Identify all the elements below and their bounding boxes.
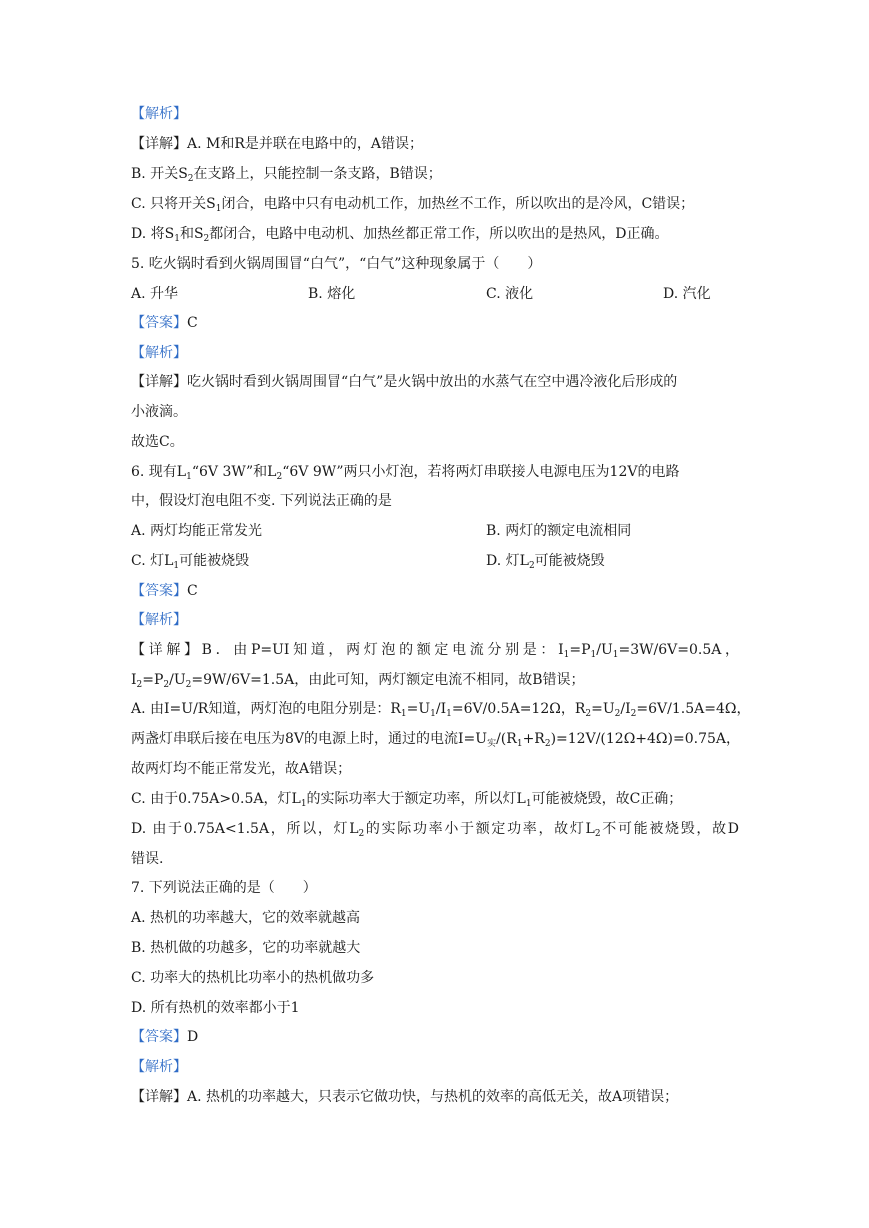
- detail-tag: 【详解】: [131, 1089, 187, 1105]
- text-run: /I: [620, 701, 631, 717]
- subscript: 1: [215, 204, 222, 214]
- line-line_j: [131, 699, 751, 719]
- subscript: 2: [136, 680, 143, 690]
- subscript: 1: [590, 650, 597, 660]
- text-run: B．由P=UI知道，两灯泡的额定电流分别是：I: [201, 642, 564, 658]
- text-run: 在支路上，只能控制一条支路，B错误；: [193, 166, 442, 182]
- text-run: /I: [435, 701, 447, 717]
- subscript: 1: [612, 650, 619, 660]
- text-run: “6V 9W”两只小灯泡，若将两灯串联接人电源电压为12V的电路: [282, 464, 680, 480]
- subscript: 1: [400, 709, 407, 719]
- line-answer: [131, 313, 739, 333]
- subscript: 1: [174, 234, 180, 244]
- subscript: 2: [358, 829, 365, 839]
- answer-value: C: [187, 315, 198, 331]
- line-label: [131, 1057, 739, 1077]
- text-run: 可能被烧毁，故C正确；: [531, 791, 683, 807]
- text-line: C. 功率大的热机比功率小的热机做功多: [131, 970, 375, 986]
- subscript: 2: [187, 174, 194, 184]
- text-run: )=12V/(12Ω+4Ω)=0.75A，: [550, 731, 741, 747]
- section-label: 【解析】: [131, 106, 187, 122]
- text-run: +R: [522, 731, 545, 747]
- line-label: [131, 104, 739, 124]
- line-plain: [131, 938, 739, 958]
- subscript: 实: [487, 739, 497, 749]
- text-run: =6V/0.5A=12Ω，R: [451, 701, 586, 717]
- text-run: =U: [591, 701, 615, 717]
- text-run: =9W/6V=1.5A，由此可知，两灯额定电流不相同，故B错误；: [191, 672, 585, 688]
- line-label: [131, 343, 739, 363]
- option-right: [486, 521, 631, 541]
- subscript: 2: [185, 680, 192, 690]
- line-options2: [131, 551, 739, 571]
- text-line: A. 热机的功率越大，它的效率就越高: [131, 910, 361, 926]
- detail-tag: 【详解】: [131, 136, 187, 152]
- line-plain: [131, 968, 739, 988]
- subscript: 1: [173, 561, 180, 571]
- line-plain: [131, 759, 739, 779]
- subscript: 2: [163, 680, 170, 690]
- subscript: 2: [203, 234, 210, 244]
- text-run: 都闭合，电路中电动机、加热丝都正常工作，所以吹出的是热风，D正确。: [209, 226, 669, 242]
- line-plain: [131, 491, 739, 511]
- text-line: 小液滴。: [131, 404, 187, 420]
- question-stem: 5. 吃火锅时看到火锅周围冒“白气”，“白气”这种现象属于（ ）: [131, 256, 542, 272]
- subscript: 1: [186, 472, 192, 482]
- line-line: [131, 164, 739, 184]
- line-question: [131, 878, 739, 898]
- line-label: [131, 610, 739, 630]
- text-run: =U: [406, 701, 431, 717]
- subscript: 2: [614, 709, 621, 719]
- subscript: 1: [300, 799, 307, 809]
- line-line_j: [131, 819, 739, 839]
- subscript: 1: [446, 709, 452, 719]
- line-answer: [131, 1027, 739, 1047]
- detail-text: A. M和R是并联在电路中的，A错误；: [187, 136, 423, 152]
- text-line: D. 所有热机的效率都小于1: [131, 1000, 300, 1016]
- section-label: 【解析】: [131, 1059, 187, 1075]
- answer-value: D: [187, 1029, 199, 1045]
- subscript: 1: [516, 739, 523, 749]
- subscript: 2: [630, 709, 637, 719]
- text-run: 闭合，电路中只有电动机工作，加热丝不工作，所以吹出的是冷风，C错误；: [221, 196, 695, 212]
- line-plain: [131, 402, 739, 422]
- answer-tag: 【答案】: [131, 583, 187, 599]
- line-detail_j: [131, 640, 739, 660]
- text-run: C. 只将开关S: [131, 196, 216, 212]
- answer-tag: 【答案】: [131, 1029, 187, 1045]
- text-run: 两盏灯串联后接在电压为8V的电源上时，通过的电流I=U: [131, 731, 488, 747]
- text-run: =P: [569, 642, 591, 658]
- line-line_j: [131, 729, 739, 749]
- text-run: /U: [169, 672, 186, 688]
- detail-tag: 【详解】: [131, 642, 202, 658]
- text-run: C. 由于0.75A>0.5A，灯L: [131, 791, 301, 807]
- subscript: 2: [276, 472, 283, 482]
- option-b: B. 熔化: [308, 286, 356, 302]
- text-run: 的实际功率小于额定功率，故灯L: [364, 821, 595, 837]
- text-run: =P: [142, 672, 164, 688]
- text-run: 6. 现有L: [131, 464, 187, 480]
- line-detail: [131, 1087, 739, 1107]
- option-a: A. 升华: [131, 286, 179, 302]
- text-run: B. 开关S: [131, 166, 188, 182]
- text-run: /U: [596, 642, 613, 658]
- subscript: 2: [544, 739, 551, 749]
- text-run: A. 两灯均能正常发光: [131, 523, 263, 539]
- text-line: 中，假设灯泡电阻不变. 下列说法正确的是: [131, 493, 392, 509]
- line-line: [131, 462, 739, 482]
- detail-tag: 【详解】: [131, 374, 187, 390]
- line-options4: [131, 284, 739, 304]
- line-question: [131, 254, 739, 274]
- answer-value: C: [187, 583, 198, 599]
- line-plain: [131, 849, 739, 869]
- text-line: 故两灯均不能正常发光，故A错误；: [131, 761, 352, 777]
- section-label: 【解析】: [131, 612, 187, 628]
- section-label: 【解析】: [131, 345, 187, 361]
- line-plain: [131, 432, 739, 452]
- text-run: 和S: [179, 226, 204, 242]
- text-run: A. 由I=U/R知道，两灯泡的电阻分别是：R: [131, 701, 401, 717]
- line-line: [131, 194, 739, 214]
- option-left: [131, 551, 249, 571]
- text-run: D. 灯L: [486, 553, 529, 569]
- text-run: =3W/6V=0.5A，: [618, 642, 740, 658]
- text-run: 可能被烧毁: [534, 553, 605, 569]
- detail-text: 吃火锅时看到火锅周围冒“白气”是火锅中放出的水蒸气在空中遇冷液化后形成的: [187, 374, 678, 390]
- text-run: I: [131, 672, 137, 688]
- option-c: C. 液化: [486, 286, 534, 302]
- text-run: /(R: [496, 731, 517, 747]
- text-line: 故选C。: [131, 434, 184, 450]
- line-plain: [131, 908, 739, 928]
- subscript: 2: [594, 829, 601, 839]
- detail-text: A. 热机的功率越大，只表示它做功快，与热机的效率的高低无关，故A项错误；: [187, 1089, 679, 1105]
- text-run: 的实际功率大于额定功率，所以灯L: [306, 791, 526, 807]
- text-run: 不可能被烧毁，故D: [600, 821, 739, 837]
- text-run: B. 两灯的额定电流相同: [486, 523, 632, 539]
- text-line: 错误.: [131, 851, 164, 867]
- subscript: 2: [585, 709, 592, 719]
- text-line: B. 热机做的功越多，它的功率就越大: [131, 940, 361, 956]
- line-line: [131, 670, 739, 690]
- line-detail: [131, 372, 739, 392]
- subscript: 2: [528, 561, 535, 571]
- line-options2: [131, 521, 739, 541]
- option-right: [486, 551, 605, 571]
- answer-tag: 【答案】: [131, 315, 187, 331]
- subscript: 1: [430, 709, 436, 719]
- text-run: 可能被烧毁: [179, 553, 250, 569]
- subscript: 1: [563, 650, 570, 660]
- text-run: D. 由于0.75A<1.5A，所以，灯L: [131, 821, 359, 837]
- line-plain: [131, 998, 739, 1018]
- text-run: D. 将S: [131, 226, 175, 242]
- option-left: [131, 521, 262, 541]
- text-run: C. 灯L: [131, 553, 174, 569]
- line-line: [131, 224, 739, 244]
- option-d: D. 汽化: [663, 286, 711, 302]
- subscript: 1: [525, 799, 532, 809]
- line-answer: [131, 581, 739, 601]
- text-run: “6V 3W”和L: [191, 464, 277, 480]
- question-stem: 7. 下列说法正确的是（ ）: [131, 880, 317, 896]
- text-run: =6V/1.5A=4Ω，: [636, 701, 751, 717]
- line-detail: [131, 134, 739, 154]
- line-line: [131, 789, 739, 809]
